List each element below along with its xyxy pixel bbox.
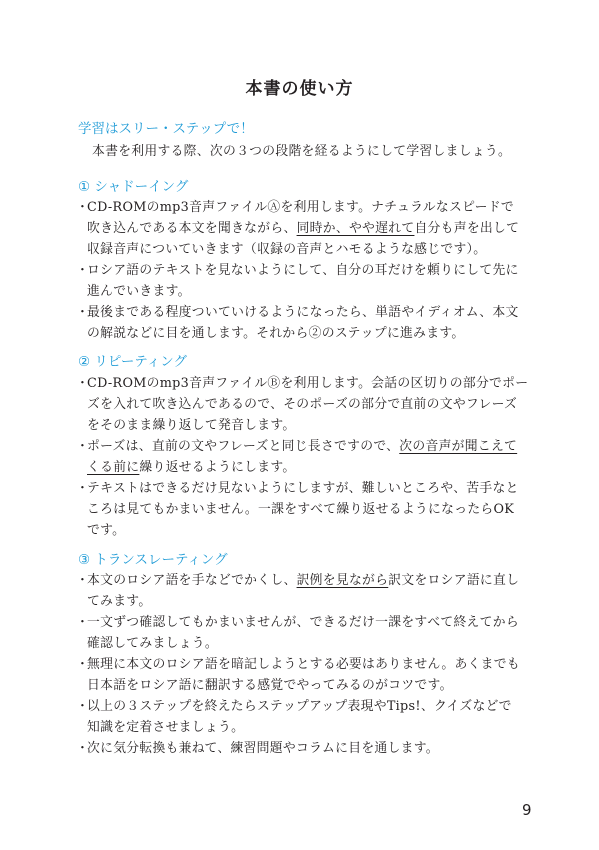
step-1-heading: ① シャドーイング [78,179,189,195]
list-item [76,612,546,654]
text-line [87,218,546,239]
text-line [87,323,546,344]
bullet-marker: ・ [76,376,90,391]
text-segment: ころは見てもかまいません。一課をすべて繰り返せるようになったらOK [87,502,515,517]
bullet-marker: ・ [76,439,90,454]
text-segment: の解説などに目を通します。それから②のステップに進みます。 [87,326,465,341]
list-item [76,302,546,344]
text-line [87,520,546,541]
bullet-marker: ・ [76,263,90,278]
text-segment: 最後まである程度ついていけるようになったら、単語やイディオム、本文 [87,305,519,320]
text-segment: 本文のロシア語を手などでかくし、 [87,573,297,588]
text-segment: テキストはできるだけ見ないようにしますが、難しいところや、苦手なと [87,481,519,496]
text-segment: ロシア語のテキストを見ないようにして、自分の耳だけを頼りにして先に [87,263,519,278]
text-segment: 次に気分転換も兼ねて、練習問題やコラムに目を通します。 [87,741,439,756]
text-line [87,302,546,323]
text-line [87,373,546,394]
text-line [87,436,546,457]
text-line [87,394,546,415]
bullet-marker: ・ [76,741,90,756]
bullet-marker: ・ [76,481,90,496]
text-segment: 以上の３ステップを終えたらステップアップ表現やTips!、クイズなどで [87,699,512,714]
text-line [87,675,546,696]
text-segment: 繰り返せるようにします。 [139,460,296,475]
text-segment: てみます。 [87,594,152,609]
text-line [87,260,546,281]
text-line [87,570,546,591]
list-item [76,654,546,696]
bullet-marker: ・ [76,200,90,215]
underlined-phrase: 同時か、やや遅れて [296,221,415,236]
text-segment: 一文ずつ確認してもかまいませんが、できるだけ一課をすべて終えてから [87,615,519,630]
list-item [76,436,546,478]
list-item [76,373,546,436]
text-segment: 進んでいきます。 [87,284,191,299]
bullet-marker: ・ [76,699,90,714]
intro-heading: 学習はスリー・ステップで！ [78,121,254,137]
text-line [87,654,546,675]
text-line [87,239,546,260]
text-line [87,696,546,717]
text-line [87,281,546,302]
list-item [76,696,546,738]
text-segment: 吹き込んである本文を聞きながら、 [87,221,297,236]
list-item [76,738,546,759]
text-segment: 自分も声を出して [414,221,520,236]
text-segment: 収録音声についていきます（収録の音声とハモるような感じです）。 [87,242,487,257]
bullet-marker: ・ [76,573,90,588]
underlined-phrase: くる前に [87,460,140,475]
list-item [76,260,546,302]
text-line [87,633,546,654]
step-2-heading: ② リピーティング [78,354,188,370]
list-item [76,197,546,260]
text-line [87,612,546,633]
text-line [87,415,546,436]
text-line [87,457,546,478]
text-segment: 無理に本文のロシア語を暗記しようとする必要はありません。あくまでも [87,657,520,672]
underlined-phrase: 訳例を見ながら [296,573,389,588]
intro-text: 本書を利用する際、次の３つの段階を経るようにして学習しましょう。 [92,144,512,159]
text-segment: ズを入れて吹き込んであるので、そのポーズの部分で直前の文やフレーズ [87,397,518,412]
text-segment: 訳文をロシア語に直し [388,573,520,588]
step-2-list [76,373,546,541]
page-title: 本書の使い方 [245,79,354,99]
text-line [87,717,546,738]
step-1-list [76,197,546,344]
text-segment: をそのまま繰り返して発音します。 [87,418,296,433]
bullet-marker: ・ [76,657,90,672]
step-3-list [76,570,546,759]
list-item [76,570,546,612]
text-segment: 知識を定着させましょう。 [87,720,245,735]
page-number: 9 [522,801,532,819]
bullet-marker: ・ [76,615,90,630]
text-segment: CD-ROMのmp3音声ファイルⒶを利用します。ナチュラルなスピードで [87,200,514,215]
text-line [87,738,546,759]
step-3-heading: ③ トランスレーティング [78,552,228,568]
text-segment: 確認してみましょう。 [87,636,218,651]
text-segment: 日本語をロシア語に翻訳する感覚でやってみるのがコツです。 [87,678,453,693]
text-line [87,499,546,520]
list-item [76,478,546,541]
underlined-phrase: 次の音声が聞こえて [399,439,518,454]
text-line [87,478,546,499]
bullet-marker: ・ [76,305,90,320]
text-line [87,591,546,612]
text-segment: です。 [87,523,126,538]
text-segment: CD-ROMのmp3音声ファイルⒷを利用します。会話の区切りの部分でポー [87,376,529,391]
text-line [87,197,546,218]
text-segment: ポーズは、直前の文やフレーズと同じ長さですので、 [87,439,400,454]
